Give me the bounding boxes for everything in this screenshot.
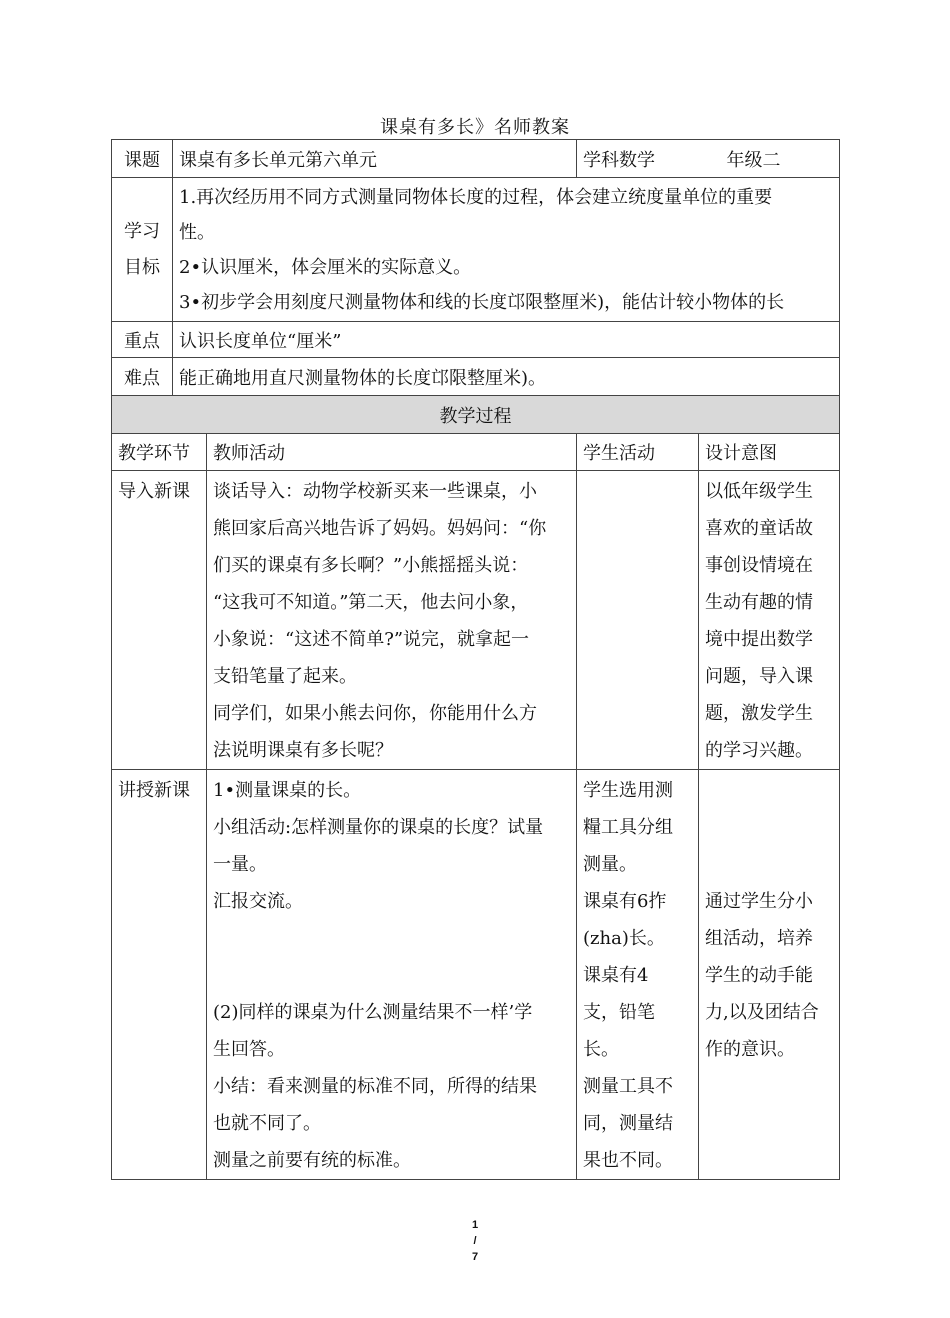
text-line: 课桌有6拃 bbox=[583, 891, 667, 912]
text-line: 小象说：“这述不简单?”说完，就拿起一 bbox=[213, 629, 530, 650]
text-line: (2)同样的课桌为什么测量结果不一样’学 bbox=[213, 1002, 533, 1023]
column-header: 教师活动 bbox=[207, 434, 577, 471]
objectives-label-2: 目标 bbox=[124, 256, 160, 278]
text-line: 题，激发学生 bbox=[705, 703, 813, 724]
text-line: 同，测量结 bbox=[583, 1113, 673, 1134]
text-line: 通过学生分小 bbox=[705, 891, 813, 912]
text-line: 测量。 bbox=[583, 854, 637, 875]
text-line: 生回答。 bbox=[213, 1039, 285, 1060]
lesson-plan-table bbox=[111, 139, 840, 1180]
difficulty-value: 能正确地用直尺测量物体的长度邙限整厘米)。 bbox=[173, 358, 840, 396]
text-line: 学生选用测 bbox=[583, 780, 673, 801]
text-line: 汇报交流。 bbox=[213, 891, 303, 912]
text-line: 一量。 bbox=[213, 854, 267, 875]
grade-value: 年级二 bbox=[726, 149, 781, 171]
stage-label: 导入新课 bbox=[118, 481, 190, 502]
design-intent bbox=[699, 770, 840, 1180]
objective-line: 3•初步学会用刻度尺测量物体和线的长度邙限整厘米)，能估计较小物体的长 bbox=[179, 292, 785, 313]
difficulty-label: 难点 bbox=[112, 358, 173, 396]
objectives-label bbox=[112, 178, 173, 322]
text-line: 同学们，如果小熊去问你，你能用什么方 bbox=[213, 703, 537, 724]
objectives-content bbox=[173, 178, 840, 322]
text-line: “这我可不知道。”第二天，他去问小象， bbox=[213, 592, 529, 613]
text-line: 长。 bbox=[583, 1039, 619, 1060]
text-line: 们买的课桌有多长啊？”小熊摇摇头说： bbox=[213, 555, 529, 576]
teacher-activity bbox=[207, 471, 577, 770]
table-row bbox=[112, 471, 840, 770]
text-line: 也就不同了。 bbox=[213, 1113, 321, 1134]
text-line: 熊回家后高兴地告诉了妈妈。妈妈问：“你 bbox=[213, 518, 547, 539]
text-line: 小组活动:怎样测量你的课桌的长度？试量 bbox=[213, 817, 544, 838]
student-activity bbox=[577, 471, 699, 770]
page-separator: / bbox=[473, 1235, 477, 1247]
process-title: 教学过程 bbox=[112, 396, 840, 434]
design-intent bbox=[699, 471, 840, 770]
subject-grade bbox=[577, 140, 840, 178]
text-line: 测量工具不 bbox=[583, 1076, 673, 1097]
table-row bbox=[112, 770, 840, 1180]
page-total: 7 bbox=[471, 1251, 479, 1263]
key-point-label: 重点 bbox=[112, 322, 173, 358]
text-line: 生动有趣的情 bbox=[705, 592, 813, 613]
text-line: 果也不同。 bbox=[583, 1150, 673, 1171]
text-line: 课桌有4 bbox=[583, 965, 649, 986]
key-point-value: 认识长度单位“厘米” bbox=[173, 322, 840, 358]
text-line: 小结：看来测量的标准不同，所得的结果 bbox=[213, 1076, 537, 1097]
text-line bbox=[705, 809, 833, 846]
text-line bbox=[705, 772, 833, 809]
text-line: 力,以及团结合 bbox=[705, 1002, 819, 1023]
stage-cell bbox=[112, 770, 207, 1180]
text-line: 1•测量课桌的长。 bbox=[213, 780, 362, 801]
text-line: 组活动，培养 bbox=[705, 928, 813, 949]
text-line: 作的意识。 bbox=[705, 1039, 795, 1060]
objective-line: 性。 bbox=[179, 222, 215, 243]
objective-line: 2•认识厘米，体会厘米的实际意义。 bbox=[179, 257, 472, 278]
stage-cell bbox=[112, 471, 207, 770]
column-header: 设计意图 bbox=[699, 434, 840, 471]
text-line: 问题，导入课 bbox=[705, 666, 813, 687]
text-line: 支铅笔量了起来。 bbox=[213, 666, 357, 687]
text-line: 以低年级学生 bbox=[705, 481, 813, 502]
page-number bbox=[0, 1217, 950, 1265]
text-line: 测量之前要有统的标准。 bbox=[213, 1150, 411, 1171]
text-line: 的学习兴趣。 bbox=[705, 740, 813, 761]
page-current: 1 bbox=[471, 1219, 479, 1231]
text-line bbox=[213, 957, 570, 994]
subject-value: 学科数学 bbox=[583, 149, 655, 171]
stage-label: 讲授新课 bbox=[118, 780, 190, 801]
column-header: 学生活动 bbox=[577, 434, 699, 471]
topic-label: 课题 bbox=[112, 140, 173, 178]
student-activity bbox=[577, 770, 699, 1180]
text-line: 支，铅笔 bbox=[583, 1002, 655, 1023]
text-line: (zha)长。 bbox=[583, 928, 665, 949]
text-line: 谈话导入：动物学校新买来一些课桌，小 bbox=[213, 481, 537, 502]
objectives-label-1: 学习 bbox=[124, 220, 160, 242]
text-line: 喜欢的童话故 bbox=[705, 518, 813, 539]
column-header: 教学环节 bbox=[112, 434, 207, 471]
text-line: 法说明课桌有多长呢？ bbox=[213, 740, 393, 761]
text-line bbox=[705, 846, 833, 883]
text-line: 糧工具分组 bbox=[583, 817, 673, 838]
text-line bbox=[213, 920, 570, 957]
teacher-activity bbox=[207, 770, 577, 1180]
document-title: 课桌有多长》名师教案 bbox=[380, 117, 570, 138]
topic-value: 课桌有多长单元第六单元 bbox=[173, 140, 577, 178]
text-line: 事创设情境在 bbox=[705, 555, 813, 576]
text-line: 学生的动手能 bbox=[705, 965, 813, 986]
text-line: 境中提出数学 bbox=[705, 629, 813, 650]
objective-line: 1.再次经历用不同方式测量同物体长度的过程，体会建立统度量单位的重要 bbox=[179, 187, 773, 208]
